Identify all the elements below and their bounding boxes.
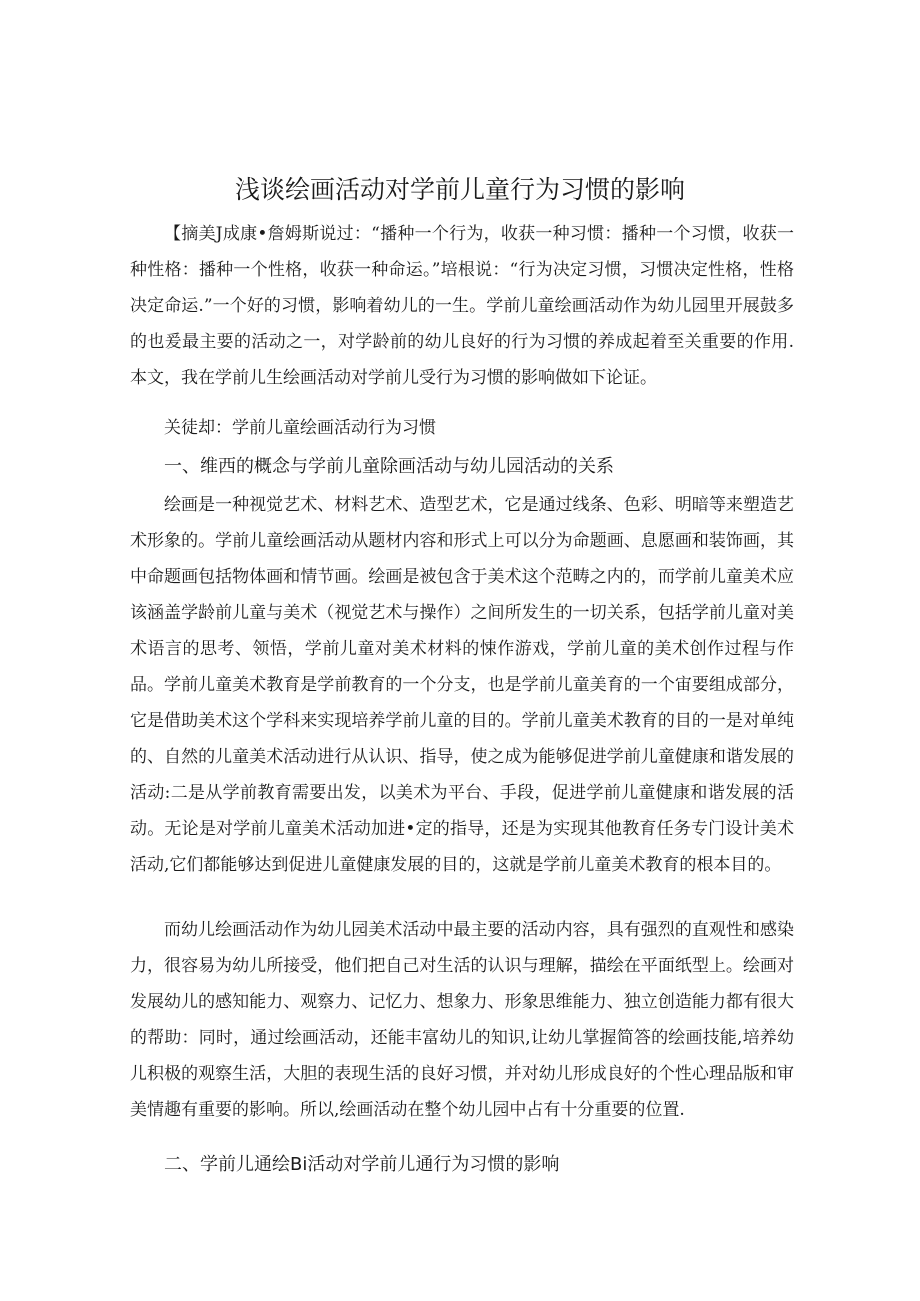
section-2-heading: 二、学前儿通绘Bi活动对学前儿通行为习惯的影响 — [164, 1154, 560, 1175]
keywords-line: 关徒却：学前儿童绘画活动行为习惯 — [164, 418, 436, 438]
abstract-paragraph: 【摘美J成康•詹姆斯说过：“播种一个行为，收获一种习惯：播种一个习惯，收获一种性格：播种一个性格，收获一种命运。”培根说：“行为决定习惯，习惯决定性格，性格决定命运.”一个好的习惯，影响着幼儿的一生。学前儿童绘画活动作为幼儿园里开展鼓多的也爰最主要的活动之一，对学龄前的幼儿良好的行为习惯的养成起着至关重要的作用.本文，我在学前儿生绘画活动对学前儿受行为习惯的影响做如下论证。 — [130, 224, 794, 388]
document-title: 浅谈绘画活动对学前儿童行为习惯的影响 — [234, 175, 685, 204]
section-1-paragraph-1: 绘画是一种视觉艺术、材料艺术、造型艺术，它是通过线条、色彩、明暗等来塑造艺术形象的。学前儿童绘画活动从题材内容和形式上可以分为命题画、息愿画和装饰画，其中命题画包括物体画和情节画。绘画是被包含于美术这个范畴之内的，而学前儿童美术应该涵盖学龄前儿童与美术（视觉艺术与操作）之间所发生的一切关系，包括学前儿童对美术语言的思考、领悟，学前儿童对美术材料的悚作游戏，学前儿童的美术创作过程与作品。学前儿童美术教育是学前教育的一个分支，也是学前儿童美育的一个宙要组成部分，它是借助美术这个学科来实现培养学前儿童的目的。学前儿童美术教育的目的一是对单纯的、自然的儿童美术活动进行从认识、指导，使之成为能够促进学前儿童健康和谐发展的活动:二是从学前教育需要出发，以美术为平台、手段，促进学前儿童健康和谐发展的活动。无论是对学前儿童美术活动加进•定的指导，还是为实现其他教育任务专门设计美术活动,它们都能够达到促进儿童健康发展的目的，这就是学前儿童美术教育的根本目的。 — [130, 495, 794, 875]
section-1-heading: 一、维西的概念与学前儿童除画活动与幼儿园活动的关系 — [164, 456, 614, 477]
section-1-paragraph-2: 而幼儿绘画活动作为幼儿园美术活动中最主要的活动内容，具有强烈的直观性和感染力，很容易为幼儿所接受，他们把自己对生活的认识与理解，描绘在平面纸型上。绘画对发展幼儿的感知能力、观察力、记忆力、想象力、形象思维能力、独立创造能力都有很大的帮助：同时，通过绘画活动，还能丰富幼儿的知识,让幼儿掌握简答的绘画技能,培养幼儿积极的观察生活，大胆的表现生活的良好习惯，并对幼儿形成良好的个性心理品版和审美情趣有重要的影响。所以,绘画活动在整个幼儿园中占有十分重要的位置. — [130, 920, 794, 1120]
